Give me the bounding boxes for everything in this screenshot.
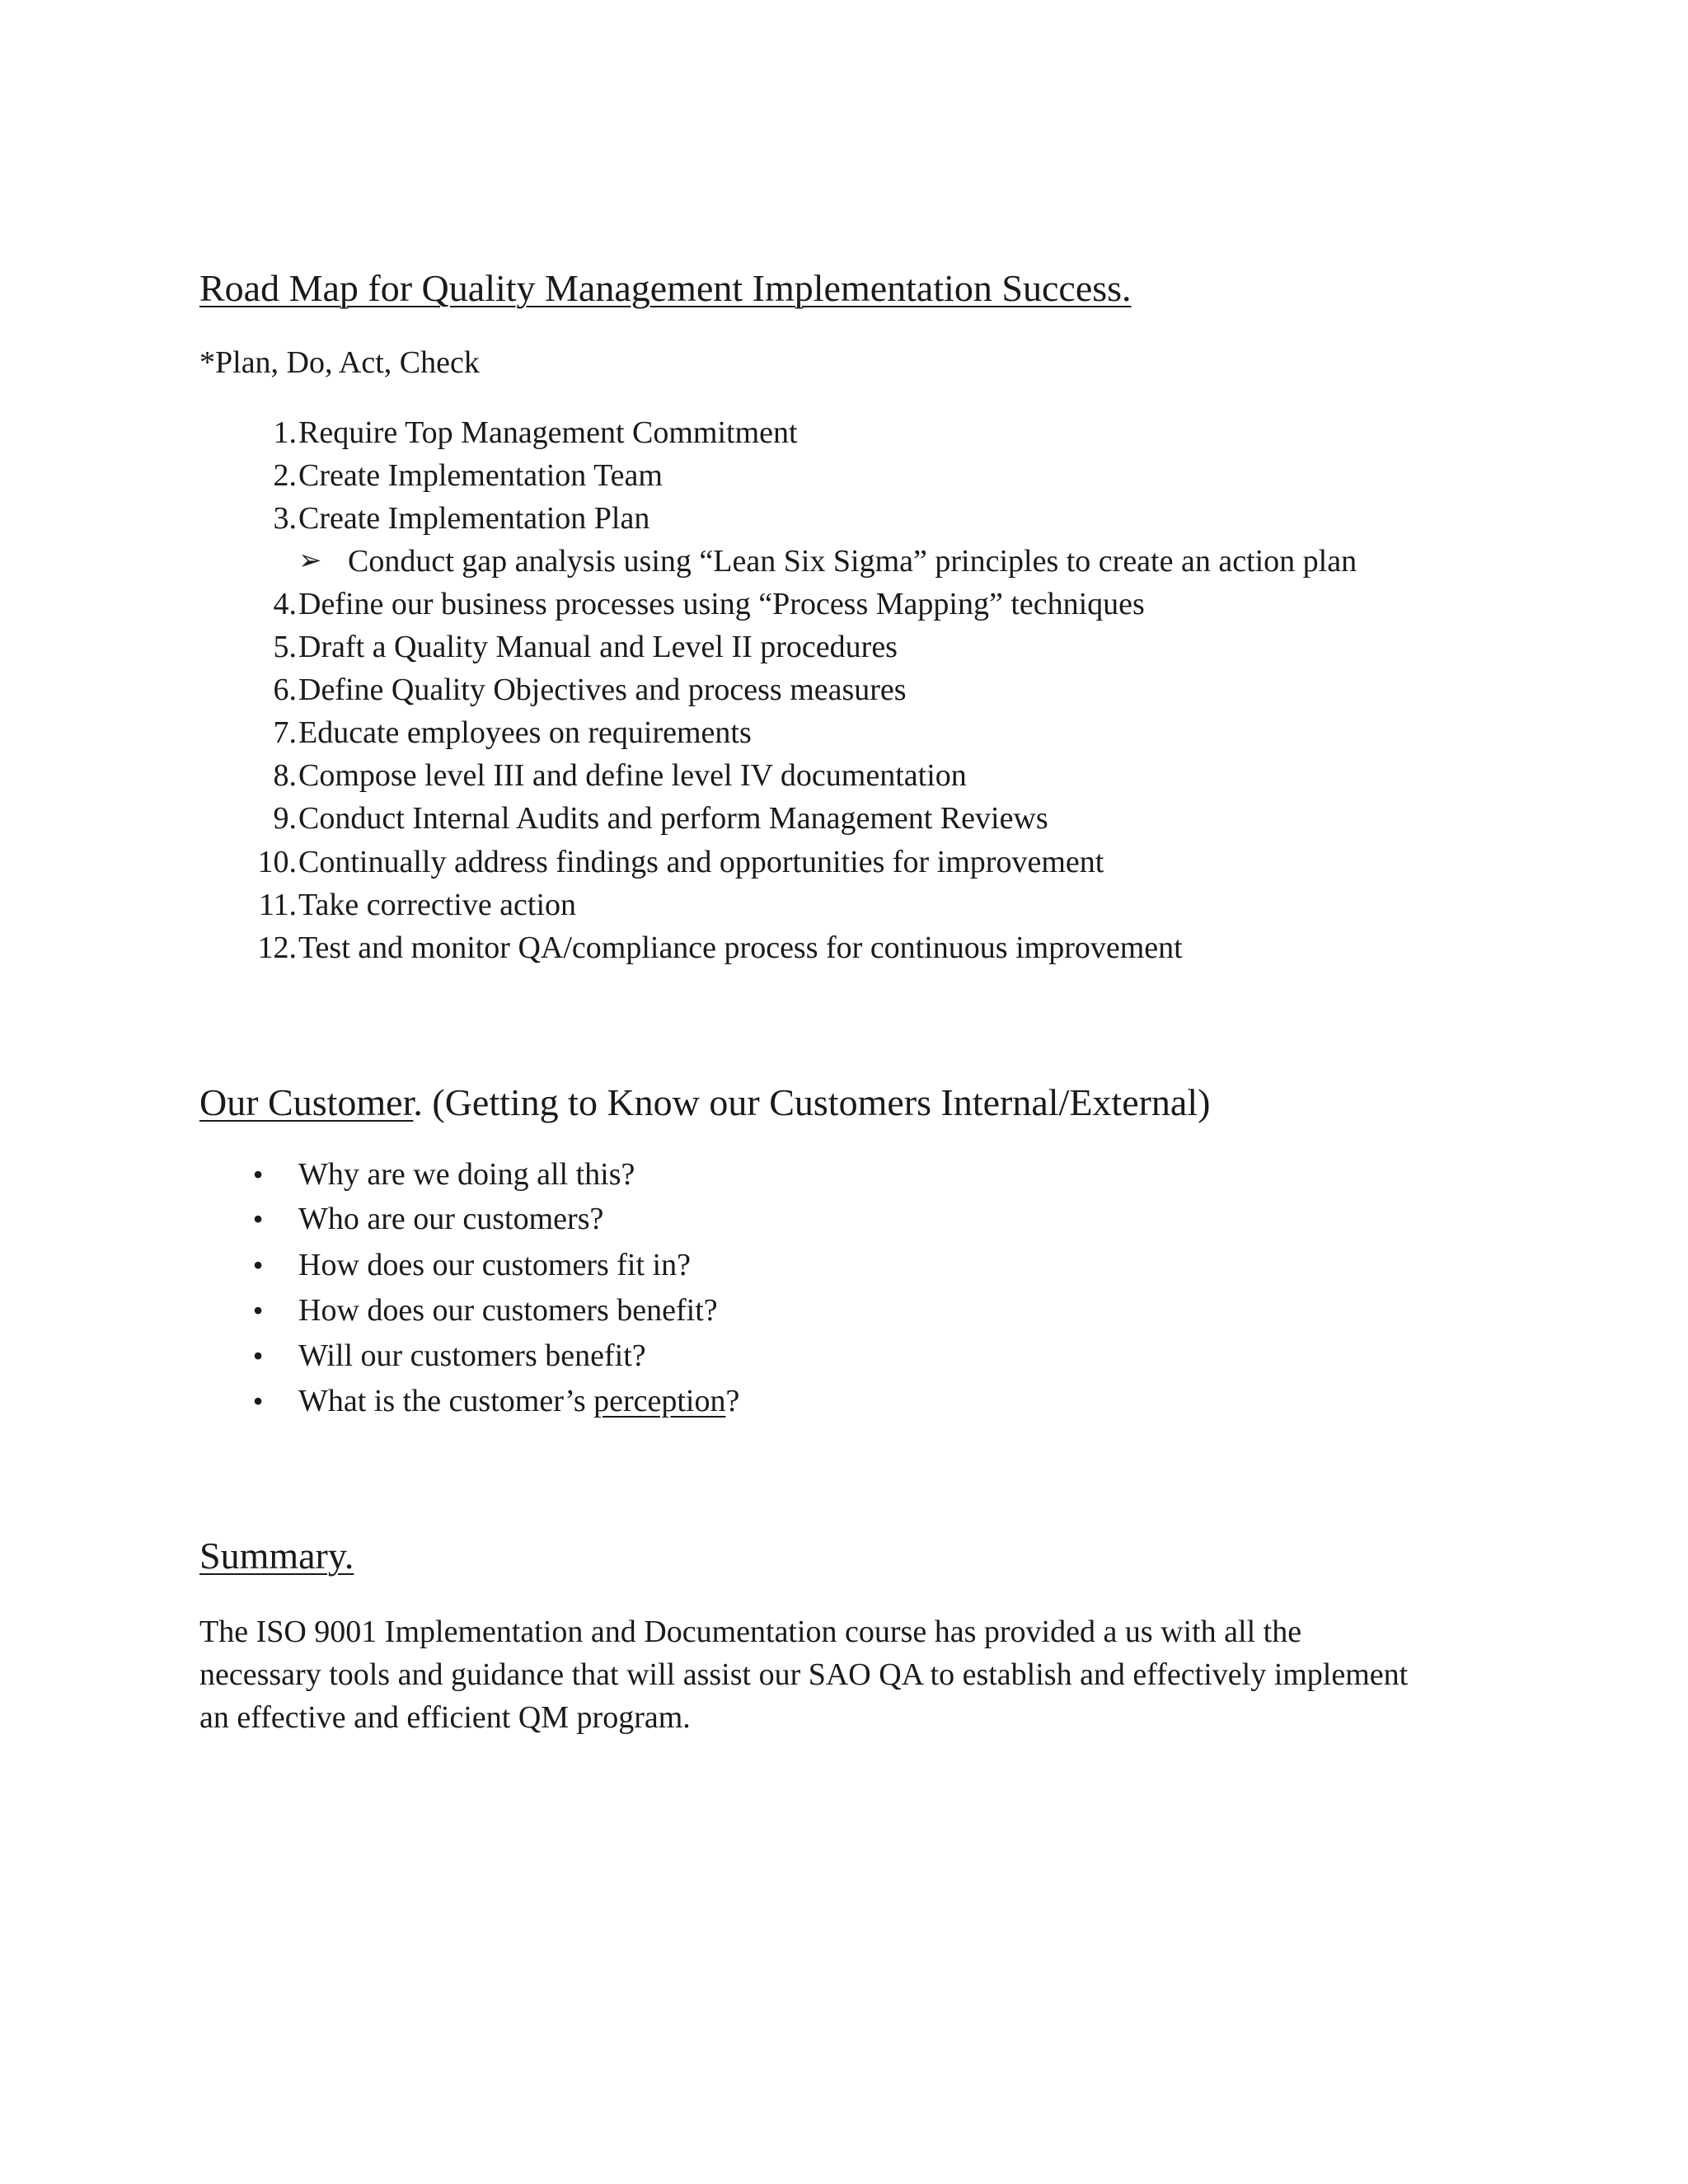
step-number: 4.: [273, 587, 297, 621]
roadmap-title: Road Map for Quality Management Implementation Success.: [199, 267, 1132, 309]
step-text: Require Top Management Commitment: [298, 415, 798, 450]
step-number: 9.: [273, 801, 297, 836]
bullet-icon: •: [252, 1294, 264, 1327]
step-number: 10.: [257, 845, 297, 879]
step-text: Draft a Quality Manual and Level II procedures: [298, 630, 898, 664]
bullet-icon: •: [252, 1385, 264, 1418]
step-text: Create Implementation Plan: [298, 501, 650, 536]
summary-title: Summary.: [199, 1535, 354, 1577]
bullet-icon: •: [252, 1339, 264, 1372]
step-text: Compose level III and define level IV documentation: [298, 758, 967, 793]
arrow-bullet-icon: ➢: [298, 546, 322, 576]
question-text: Why are we doing all this?: [298, 1157, 635, 1192]
step-text: Educate employees on requirements: [298, 715, 752, 750]
perception-underlined: perception: [593, 1384, 726, 1418]
customer-title-underlined: Our Customer: [199, 1081, 414, 1123]
step-number: 1.: [273, 415, 297, 450]
step-number: 11.: [258, 888, 297, 922]
customer-title: [199, 1080, 1210, 1126]
pdca-line: *Plan, Do, Act, Check: [199, 345, 480, 380]
question-text: Who are our customers?: [298, 1202, 604, 1236]
step-text: Conduct Internal Audits and perform Management Reviews: [298, 801, 1048, 836]
step-number: 12.: [257, 930, 297, 965]
bullet-icon: •: [252, 1202, 264, 1235]
question-text: How does our customers fit in?: [298, 1248, 691, 1282]
step-number: 6.: [273, 673, 297, 707]
step-text: Define our business processes using “Process Mapping” techniques: [298, 587, 1145, 621]
sub-step-text: Conduct gap analysis using “Lean Six Sigma” principles to create an action plan: [348, 544, 1357, 579]
step-number: 2.: [273, 458, 297, 493]
summary-line-1: The ISO 9001 Implementation and Documentation course has provided a us with all the: [199, 1615, 1302, 1649]
question-suffix: ?: [725, 1384, 740, 1418]
step-text: Create Implementation Team: [298, 458, 663, 493]
customer-title-rest: . (Getting to Know our Customers Internal/External): [413, 1081, 1211, 1123]
step-text: Continually address findings and opportunities for improvement: [298, 845, 1104, 879]
step-text: Take corrective action: [298, 888, 577, 922]
question-text: Will our customers benefit?: [298, 1338, 646, 1373]
question-prefix: What is the customer’s: [298, 1384, 594, 1418]
summary-line-3: an effective and efficient QM program.: [199, 1700, 691, 1735]
step-text: Define Quality Objectives and process measures: [298, 673, 907, 707]
step-number: 3.: [273, 501, 297, 536]
question-text: [298, 1380, 739, 1422]
step-number: 7.: [273, 715, 297, 750]
question-text: How does our customers benefit?: [298, 1293, 718, 1328]
bullet-icon: •: [252, 1249, 264, 1282]
step-number: 8.: [273, 758, 297, 793]
summary-line-2: necessary tools and guidance that will assist our SAO QA to establish and effectively implement: [199, 1657, 1409, 1692]
step-text: Test and monitor QA/compliance process for continuous improvement: [298, 930, 1183, 965]
step-number: 5.: [273, 630, 297, 664]
bullet-icon: •: [252, 1158, 264, 1191]
